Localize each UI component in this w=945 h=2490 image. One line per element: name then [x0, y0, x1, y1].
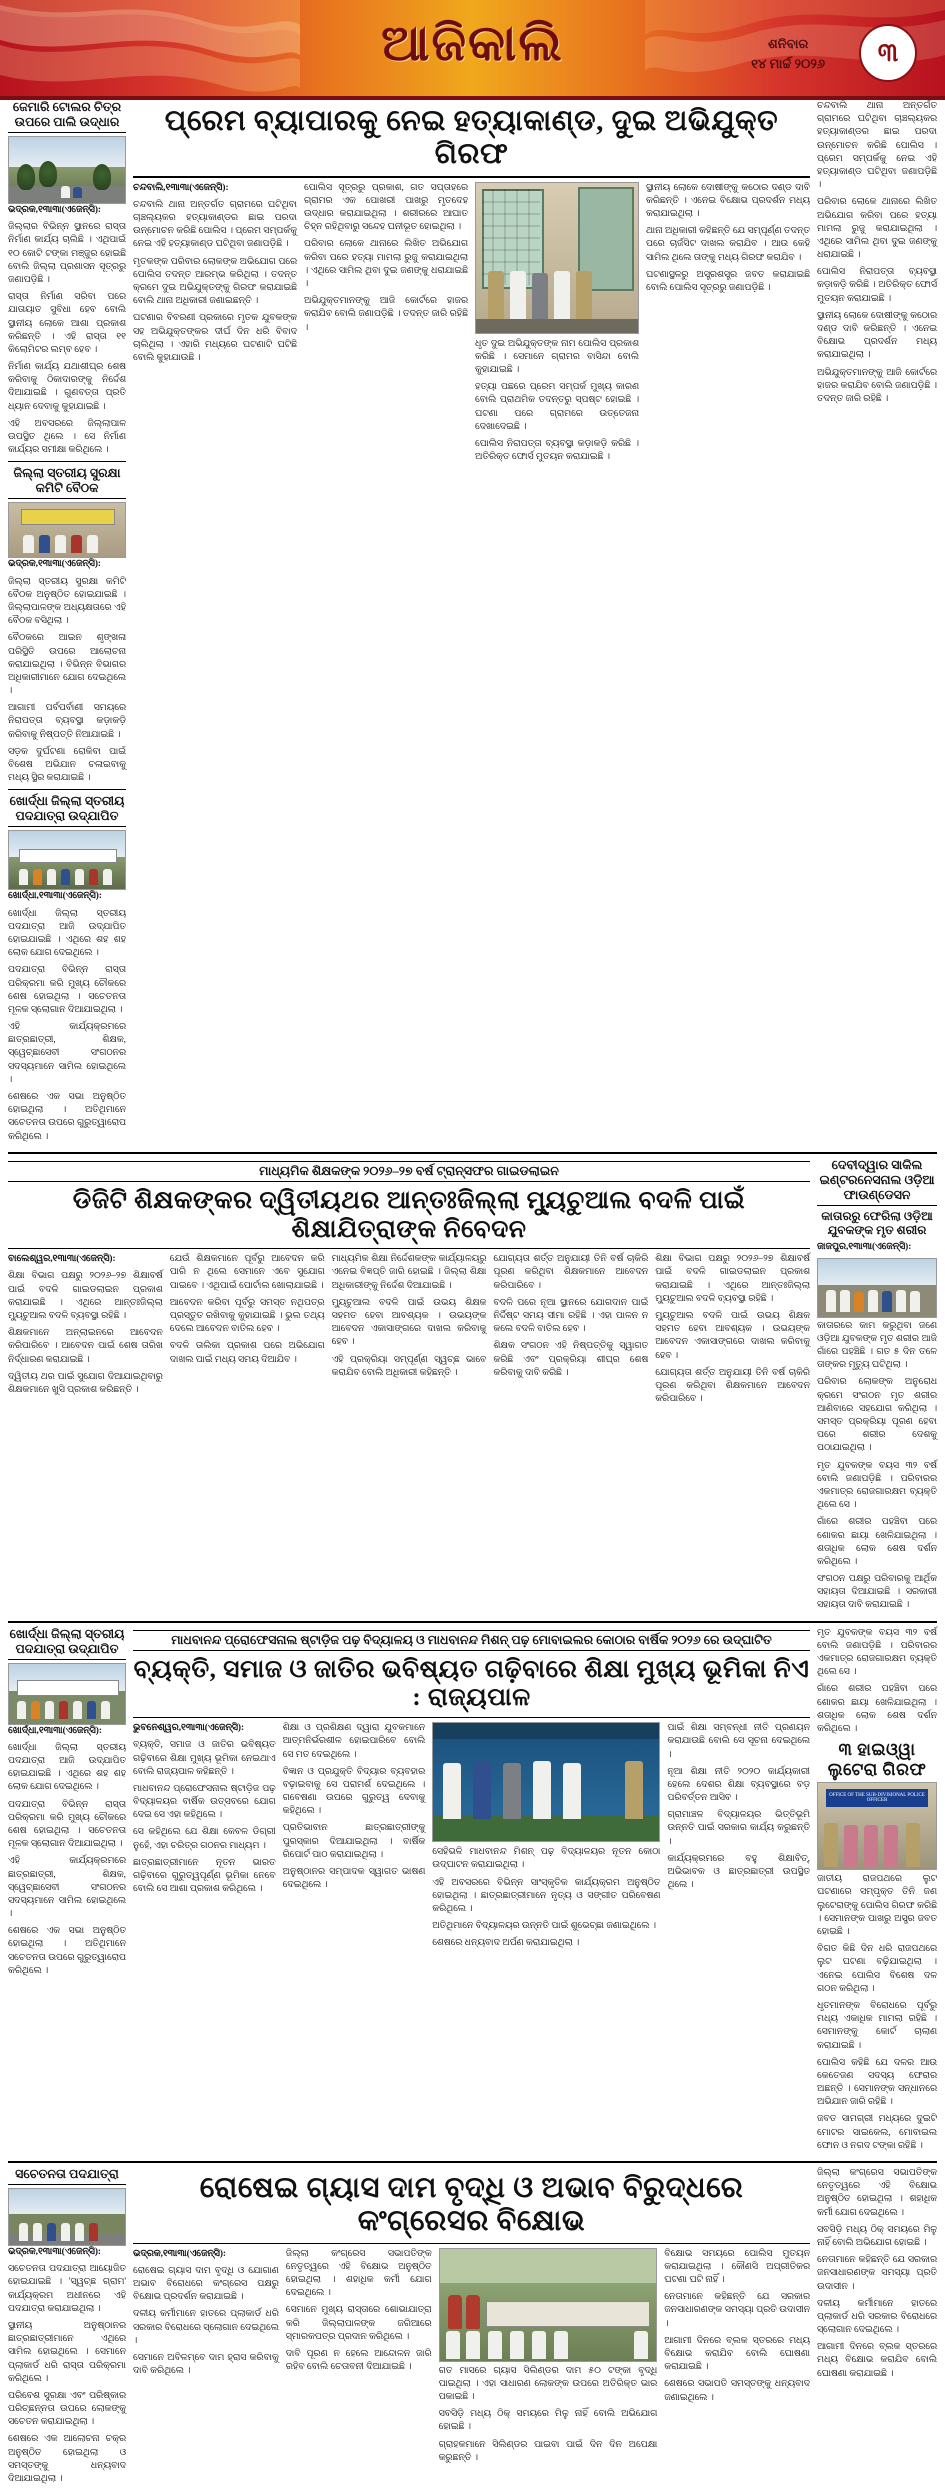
newspaper-title: ଆଜିକାଲି [381, 15, 564, 71]
masthead-day: ଶନିବାର [767, 36, 809, 51]
sidebar-heading-road: ଜେମାରି ଟୋଲର ଚିତ୍ର ଉପରେ ପାଲି ଉଦ୍ଧାର [8, 100, 126, 133]
page-body [0, 100, 945, 2490]
qatar-overflow: ମୃତ ଯୁବକଙ୍କ ବୟସ ୩୨ ବର୍ଷ ବୋଲି ଜଣାପଡ଼ିଛି । ପରିବାରର ଏକମାତ୍ର ରୋଜଗାରକ୍ଷମ ବ୍ୟକ୍ତି ଥିଲେ ସେ । ଗାଁରେ ଶରୀର ପହଞ୍ଚିବା ପରେ ଶୋକର ଛାୟା ଖେଳିଯାଇଥିଲା । ଶତାଧିକ ଲୋକ ଶେଷ ଦର୍ଶନ କରିଥିଲେ । [817, 1627, 937, 1734]
congress-col-1: ଭଦ୍ରକ,୧୩ା୩ା(ଏଜେନ୍ସି): ରୋଷେଇ ଗ୍ୟାସ ଦାମ ବୃଦ୍ଧି ଓ ଯୋଗାଣ ଅଭାବ ବିରୋଧରେ କଂଗ୍ରେସ ପକ୍ଷରୁ ବିକ୍ଷୋଭ ପ୍ରଦର୍ଶନ କରାଯାଇଛି । ଦଳୀୟ କର୍ମୀମାନେ ହାତରେ ପ୍ଲାକାର୍ଡ ଧରି ସରକାର ବିରୋଧରେ ସ୍ଲୋଗାନ ଦେଇଥିଲେ । ସେମାନେ ଅବିଳମ୍ବେ ଦାମ ହ୍ରାସ କରିବାକୁ ଦାବି କରିଥିଲେ । [133, 2248, 279, 2377]
lead-col-2: ପୋଲିସ ସୂତ୍ରରୁ ପ୍ରକାଶ, ଗତ ସପ୍ତାହରେ ଗ୍ରାମର ଏକ ପୋଖରୀ ପାଖରୁ ମୃତଦେହ ଉଦ୍ଧାର କରାଯାଇଥିଲା । ଶରୀରରେ ଆଘାତ ଚିହ୍ନ ରହିଥିବାରୁ ସନ୍ଦେହ ଘନୀଭୂତ ହୋଇଥିଲା । ପରିବାର ଲୋକେ ଥାନାରେ ଲିଖିତ ଅଭିଯୋଗ କରିବା ପରେ ହତ୍ୟା ମାମଲା ରୁଜୁ କରାଯାଇଥିଲା । ଏଥିରେ ସାମିଲ ଥିବା ଦୁଇ ଜଣଙ୍କୁ ଧରାଯାଇଛି । ଅଭିଯୁକ୍ତମାନଙ୍କୁ ଆଜି କୋର୍ଟରେ ହାଜର କରାଯିବ ବୋଲି ଜଣାପଡ଼ିଛି । ତଦନ୍ତ ଜାରି ରହିଛି । [304, 182, 468, 333]
governor-col-4: ପାଇଁ ଶିକ୍ଷା ସମ୍ବନ୍ଧୀ ନୀତି ପ୍ରଣୟନ କରାଯାଉଛି ବୋଲି ସେ ସୂଚନା ଦେଇଥିଲେ । ନୂଆ ଶିକ୍ଷା ନୀତି ୨୦୨୦ କାର୍ଯ୍ୟକାରୀ ହେଲେ ଦେଶର ଶିକ୍ଷା ବ୍ୟବସ୍ଥାରେ ବଡ଼ ପରିବର୍ତ୍ତନ ଆସିବ । ଗ୍ରାମାଞ୍ଚଳ ବିଦ୍ୟାଳୟର ଭିତ୍ତିଭୂମି ଉନ୍ନତି ପାଇଁ ସରକାର କାର୍ଯ୍ୟ କରୁଛନ୍ତି । କାର୍ଯ୍ୟକ୍ରମରେ ବହୁ ଶିକ୍ଷାବିତ୍, ଅଭିଭାବକ ଓ ଛାତ୍ରଛାତ୍ରୀ ଉପସ୍ଥିତ ଥିଲେ । [667, 1723, 810, 1891]
photo-khordha-rally [8, 1663, 126, 1725]
education-columns [8, 1253, 810, 1410]
photo-governor-event [432, 1722, 660, 1842]
lead-columns [133, 182, 810, 469]
congress-headline: ରୋଷେଇ ଗ୍ୟାସ ଦାମ ବୃଦ୍ଧି ଓ ଅଭାବ ବିରୁଦ୍ଧରେ କଂଗ୍ରେସର ବିକ୍ଷୋଭ [199, 2172, 744, 2238]
governor-block [8, 1627, 937, 2157]
left-story-khordha [8, 1627, 126, 2157]
sidebar-body-padayatra: ଖୋର୍ଦ୍ଧା,୧୩ା୩ା(ଏଜେନ୍ସି): ଖୋର୍ଦ୍ଧା ଜିଲ୍ଲା ସ୍ତରୀୟ ପଦଯାତ୍ରା ଆଜି ଉଦ୍‌ଯାପିତ ହୋଇଯାଇଛି । ଏଥିରେ ଶହ ଶହ ଲୋକ ଯୋଗ ଦେଇଥିଲେ । ପଦଯାତ୍ରା ବିଭିନ୍ନ ରାସ୍ତା ପରିକ୍ରମା କରି ମୁଖ୍ୟ ଚୌକରେ ଶେଷ ହୋଇଥିଲା । ସଚେତନତା ମୂଳକ ସ୍ଲୋଗାନ ଦିଆଯାଇଥିଲା । ଏହି କାର୍ଯ୍ୟକ୍ରମରେ ଛାତ୍ରଛାତ୍ରୀ, ଶିକ୍ଷକ, ସ୍ୱେଚ୍ଛାସେବୀ ସଂଗଠନର ସଦସ୍ୟମାନେ ସାମିଲ ହୋଇଥିଲେ । ଶେଷରେ ଏକ ସଭା ଅନୁଷ୍ଠିତ ହୋଇଥିଲା । ଅତିଥିମାନେ ସଚେତନତା ଉପରେ ଗୁରୁତ୍ୱାରୋପ କରିଥିଲେ । [8, 891, 126, 1142]
section-governor [133, 1627, 810, 2157]
education-col-2: ଯେଉଁ ଶିକ୍ଷକମାନେ ପୂର୍ବରୁ ଆବେଦନ କରି ପାରି ନ ଥିଲେ ସେମାନେ ଏବେ ସୁଯୋଗ ପାଇବେ । ଏଥିପାଇଁ ପୋର୍ଟାଲ ଖୋଲାଯାଇଛି । ଆବେଦନ କରିବା ପୂର୍ବରୁ ସମସ୍ତ ନଥିପତ୍ର ପ୍ରସ୍ତୁତ ରଖିବାକୁ କୁହାଯାଇଛି । ଭୁଲ ତଥ୍ୟ ଦେଲେ ଆବେଦନ ବାତିଲ ହେବ । ବଦଳି ତାଲିକା ପ୍ରକାଶ ପରେ ଅଭିଯୋଗ ଦାଖଲ ପାଇଁ ମଧ୍ୟ ସମୟ ଦିଆଯିବ । [169, 1254, 325, 1365]
police-office-sign: OFFICE OF THE SUB-DIVISIONAL POLICE OFFICER [826, 1789, 928, 1807]
lead-col-3: ଧୃତ ଦୁଇ ଅଭିଯୁକ୍ତଙ୍କ ନାମ ପୋଲିସ ପ୍ରକାଶ କରିଛି । ସେମାନେ ଗ୍ରାମର ବାସିନ୍ଦା ବୋଲି କୁହାଯାଇଛି । ହତ୍ୟା ପଛରେ ପ୍ରେମ ସମ୍ପର୍କ ମୁଖ୍ୟ କାରଣ ବୋଲି ପ୍ରାଥମିକ ତଦନ୍ତରୁ ସ୍ପଷ୍ଟ ହୋଇଛି । ଘଟଣା ପରେ ଗ୍ରାମରେ ଉତ୍ତେଜନା ଦେଖାଦେଇଛି । ପୋଲିସ ନିରାପତ୍ତା ବ୍ୟବସ୍ଥା କଡ଼ାକଡ଼ି କରିଛି । ଅତିରିକ୍ତ ଫୋର୍ସ ମୁତୟନ କରାଯାଇଛି । [475, 182, 639, 469]
photo-awareness-walk [8, 2188, 126, 2246]
photo-robbers-arrest [817, 1782, 937, 1870]
qatar-heading: ଦେବୀଦ୍ୱାର ସାକିଲ ଇଣ୍ଟରନେସନାଲ ଓଡ଼ିଆ ଫାଉଣ୍ଡେସନ [817, 1158, 937, 1206]
education-col-4: ଯୋଗ୍ୟତା ଶର୍ତ୍ତ ଅନୁଯାୟୀ ତିନି ବର୍ଷ ଚାକିରି ପୂରଣ କରିଥିବା ଶିକ୍ଷକମାନେ ଆବେଦନ କରିପାରିବେ । ବଦଳି ପରେ ନୂଆ ସ୍ଥାନରେ ଯୋଗଦାନ ପାଇଁ ନିର୍ଦ୍ଦିଷ୍ଟ ସମୟ ସୀମା ରହିଛି । ଏହା ପାଳନ ନ କଲେ ବଦଳି ବାତିଲ ହେବ । ଶିକ୍ଷକ ସଂଗଠନ ଏହି ନିଷ୍ପତ୍ତିକୁ ସ୍ୱାଗତ କରିଛି ଏବଂ ପ୍ରକ୍ରିୟା ଶୀଘ୍ର ଶେଷ କରିବାକୁ ଦାବି କରିଛି । [493, 1254, 649, 1378]
photo-road [8, 136, 126, 204]
photo-meeting [8, 502, 126, 558]
congress-col-photo: ଗତ ମାସରେ ଗ୍ୟାସ ସିଲିଣ୍ଡର ଦାମ ୫୦ ଟଙ୍କା ବୃଦ୍ଧି ପାଇଥିଲା । ଏହା ସାଧାରଣ ଲୋକଙ୍କ ଉପରେ ଅତିରିକ୍ତ ଭାର ପକାଇଛି । ସବସିଡ଼ି ମଧ୍ୟ ଠିକ୍ ସମୟରେ ମିଳୁ ନାହିଁ ବୋଲି ଅଭିଯୋଗ ହୋଇଛି । ଗ୍ରାହକମାନେ ସିଲିଣ୍ଡର ପାଇବା ପାଇଁ ଦିନ ଦିନ ଅପେକ୍ଷା କରୁଛନ୍ତି । [439, 2248, 658, 2469]
khordha-heading: ଖୋର୍ଦ୍ଧା ଜିଲ୍ଲା ସ୍ତରୀୟ ପଦଯାତ୍ରା ଉଦ୍‌ଯାପିତ [8, 1627, 126, 1660]
sidebar-body-road: ଭଦ୍ରକ,୧୩ା୩ା(ଏଜେନ୍ସି): ଜିଲ୍ଲାର ବିଭିନ୍ନ ସ୍ଥାନରେ ରାସ୍ତା ନିର୍ମାଣ କାର୍ଯ୍ୟ ଚାଲିଛି । ଏଥିପାଇଁ ୧୦ କୋଟି ଟଙ୍କା ମଞ୍ଜୁର ହୋଇଛି ବୋଲି ଜିଲ୍ଲା ପ୍ରଶାସନ ସୂତ୍ରରୁ ଜଣାପଡ଼ିଛି । ରାସ୍ତା ନିର୍ମାଣ ସରିବା ପରେ ଯାତାୟାତ ସୁବିଧା ହେବ ବୋଲି ସ୍ଥାନୀୟ ଲୋକେ ଆଶା ପ୍ରକାଶ କରିଛନ୍ତି । ଏହି ରାସ୍ତା ୧୧ କିଲୋମିଟର ଲମ୍ବ ହେବ । ନିର୍ମାଣ କାର୍ଯ୍ୟ ଯଥାଶୀଘ୍ର ଶେଷ କରିବାକୁ ଠିକାଦାରଙ୍କୁ ନିର୍ଦ୍ଦେଶ ଦିଆଯାଇଛି । ଗୁଣବତ୍ତା ପ୍ରତି ଧ୍ୟାନ ଦେବାକୁ କୁହାଯାଇଛି । ଏହି ଅବସରରେ ଜିଲ୍ଲାପାଳ ଉପସ୍ଥିତ ଥିଲେ । ସେ ନିର୍ମାଣ କାର୍ଯ୍ୟର ସମୀକ୍ଷା କରିଥିଲେ । [8, 205, 126, 456]
sidebar-story-road [8, 100, 126, 457]
robbers-body: ଜାତୀୟ ରାଜପଥରେ ଲୁଟ ଘଟଣାରେ ସମ୍ପୃକ୍ତ ତିନି ଜଣ ଲୁଟେରାଙ୍କୁ ପୋଲିସ ଗିରଫ କରିଛି । ସେମାନଙ୍କ ପାଖରୁ ଅସ୍ତ୍ର ଜବତ ହୋଇଛି । ବିଗତ କିଛି ଦିନ ଧରି ରାଜପଥରେ ଲୁଟ ଘଟଣା ବଢ଼ିଯାଇଥିଲା । ଏନେଇ ପୋଲିସ ବିଶେଷ ଦଳ ଗଠନ କରିଥିଲା । ଧୃତମାନଙ୍କ ବିରୋଧରେ ପୂର୍ବରୁ ମଧ୍ୟ ଏକାଧିକ ମାମଲା ରହିଛି । ସେମାନଙ୍କୁ କୋର୍ଟ ଚାଲାଣ କରାଯାଇଛି । ପୋଲିସ କହିଛି ଯେ ଦଳର ଆଉ କେତେଜଣ ସଦସ୍ୟ ଫେରାର ଅଛନ୍ତି । ସେମାନଙ୍କ ସନ୍ଧାନରେ ଅଭିଯାନ ଜାରି ରହିଛି । ଜବତ ସାମଗ୍ରୀ ମଧ୍ୟରେ ଦୁଇଟି ମୋଟର ସାଇକେଲ, ମୋବାଇଲ ଫୋନ ଓ ନଗଦ ଟଙ୍କା ରହିଛି । [817, 1874, 937, 2151]
governor-columns [133, 1722, 810, 1954]
governor-col-1: ଭୁବନେଶ୍ୱର,୧୩ା୩ା(ଏଜେନ୍ସି): ବ୍ୟକ୍ତି, ସମାଜ ଓ ଜାତିର ଭବିଷ୍ୟତ ଗଢ଼ିବାରେ ଶିକ୍ଷା ମୁଖ୍ୟ ଭୂମିକା ନେଇଥାଏ ବୋଲି ରାଜ୍ୟପାଳ କହିଛନ୍ତି । ମାଧବାନନ୍ଦ ପ୍ରୋଫେସନାଲ ଷ୍ଟାଡ଼ିଜ ପଢ଼ ବିଦ୍ୟାଳୟର ବାର୍ଷିକ ଉତ୍ସବରେ ଯୋଗ ଦେଇ ସେ ଏହା କହିଥିଲେ । ସେ କହିଥିଲେ ଯେ ଶିକ୍ଷା କେବଳ ଡିଗ୍ରୀ ନୁହେଁ, ଏହା ଚରିତ୍ର ଗଠନର ମାଧ୍ୟମ । ଛାତ୍ରଛାତ୍ରୀମାନେ ନୂତନ ଭାରତ ଗଢ଼ିବାରେ ଗୁରୁତ୍ୱପୂର୍ଣ୍ଣ ଭୂମିକା ନେବେ ବୋଲି ସେ ଆଶା ପ୍ରକାଶ କରିଥିଲେ । [133, 1723, 276, 1895]
page-number-badge: ୩ [859, 24, 917, 82]
sidebar-story-padayatra [8, 794, 126, 1143]
photo-padayatra [8, 830, 126, 890]
awareness-heading: ସଚେତନତା ପଦଯାତ୍ରା [8, 2167, 126, 2185]
governor-col-photo: ସେହିଭଳି ମାଧବାନନ୍ଦ ମିଶନ୍ ପଢ଼ ବିଦ୍ୟାଳୟର ନୂତନ କୋଠା ଉଦ୍‌ଘାଟନ କରାଯାଇଥିଲା । ଏହି ଅବସରରେ ବିଭିନ୍ନ ସାଂସ୍କୃତିକ କାର୍ଯ୍ୟକ୍ରମ ଅନୁଷ୍ଠିତ ହୋଇଥିଲା । ଛାତ୍ରଛାତ୍ରୀମାନେ ନୃତ୍ୟ ଓ ସଙ୍ଗୀତ ପରିବେଷଣ କରିଥିଲେ । ଅତିଥିମାନେ ବିଦ୍ୟାଳୟର ଉନ୍ନତି ପାଇଁ ଶୁଭେଚ୍ଛା ଜଣାଇଥିଲେ । ଶେଷରେ ଧନ୍ୟବାଦ ଅର୍ପଣ କରାଯାଇଥିଲା । [432, 1722, 660, 1954]
lead-story [133, 100, 810, 1148]
congress-col-2: ଜିଲ୍ଲା କଂଗ୍ରେସ ସଭାପତିଙ୍କ ନେତୃତ୍ୱରେ ଏହି ବିକ୍ଷୋଭ ଅନୁଷ୍ଠିତ ହୋଇଥିଲା । ଶହାଧିକ କର୍ମୀ ଯୋଗ ଦେଇଥିଲେ । ସେମାନେ ମୁଖ୍ୟ ରାସ୍ତାରେ ଶୋଭାଯାତ୍ରା କରି ଜିଲ୍ଲାପାଳଙ୍କ ଜରିଆରେ ସ୍ମାରକପତ୍ର ପ୍ରଦାନ କରିଥିଲେ । ଦାବି ପୂରଣ ନ ହେଲେ ଆନ୍ଦୋଳନ ଜାରି ରହିବ ବୋଲି ଚେତାବନୀ ଦିଆଯାଇଛି । [285, 2248, 432, 2373]
masthead [0, 0, 945, 100]
left-story-awareness [8, 2167, 126, 2490]
governor-col-2: ଶିକ୍ଷା ଓ ପ୍ରଶିକ୍ଷଣ ଦ୍ୱାରା ଯୁବକମାନେ ଆତ୍ମନିର୍ଭରଶୀଳ ହୋଇପାରିବେ ବୋଲି ସେ ମତ ଦେଇଥିଲେ । ବିଜ୍ଞାନ ଓ ପ୍ରଯୁକ୍ତି ବିଦ୍ୟାର ବ୍ୟବହାର ବଢ଼ାଇବାକୁ ସେ ପରାମର୍ଶ ଦେଇଥିଲେ । ଗବେଷଣା ଉପରେ ଗୁରୁତ୍ୱ ଦେବାକୁ କହିଥିଲେ । ପ୍ରତିଭାବାନ ଛାତ୍ରଛାତ୍ରୀଙ୍କୁ ପୁରସ୍କାର ଦିଆଯାଇଥିଲା । ବାର୍ଷିକ ରିପୋର୍ଟ ପାଠ କରାଯାଇଥିଲା । ଅନୁଷ୍ଠାନର ସମ୍ପାଦକ ସ୍ୱାଗତ ଭାଷଣ ଦେଇଥିଲେ । [282, 1723, 426, 1891]
robbers-headline: ୩ ହାଇଓ୍ୱା ଲୁଟେରା ଗିରଫ [827, 1740, 927, 1779]
mid-block [8, 1158, 937, 1617]
sidebar-story-meeting [8, 466, 126, 785]
governor-kicker: ମାଧବାନନ୍ଦ ପ୍ରୋଫେସନାଲ ଷ୍ଟାଡ଼ିଜ ପଢ଼ ବିଦ୍ୟାଳୟ ଓ ମାଧବାନନ୍ଦ ମିଶନ୍ ପଢ଼ ମୋବାଇଲର କୋଠାର ବାର୍ଷିକ ୨୦୨୬ ରେ ଉଦ୍‌ଘାଟିତ [133, 1630, 810, 1651]
right-col-congress-overflow: ଜିଲ୍ଲା କଂଗ୍ରେସ ସଭାପତିଙ୍କ ନେତୃତ୍ୱରେ ଏହି ବିକ୍ଷୋଭ ଅନୁଷ୍ଠିତ ହୋଇଥିଲା । ଶହାଧିକ କର୍ମୀ ଯୋଗ ଦେଇଥିଲେ । ସବସିଡ଼ି ମଧ୍ୟ ଠିକ୍ ସମୟରେ ମିଳୁ ନାହିଁ ବୋଲି ଅଭିଯୋଗ ହୋଇଛି । ନେତାମାନେ କହିଛନ୍ତି ଯେ ସରକାର ଜନସାଧାରଣଙ୍କ ସମସ୍ୟା ପ୍ରତି ଉଦାସୀନ । ଦଳୀୟ କର୍ମୀମାନେ ହାତରେ ପ୍ଲାକାର୍ଡ ଧରି ସରକାର ବିରୋଧରେ ସ୍ଲୋଗାନ ଦେଇଥିଲେ । ଆଗାମୀ ଦିନରେ ବ୍ଲକ ସ୍ତରରେ ମଧ୍ୟ ବିକ୍ଷୋଭ କରାଯିବ ବୋଲି ଘୋଷଣା କରାଯାଇଛି । [817, 2168, 937, 2379]
qatar-body-top: ଜାଜପୁର,୧୩ା୩ା(ଏଜେନ୍ସି): [817, 1241, 912, 1252]
governor-headline: ବ୍ୟକ୍ତି, ସମାଜ ଓ ଜାତିର ଭବିଷ୍ୟତ ଗଢ଼ିବାରେ ଶିକ୍ଷା ମୁଖ୍ୟ ଭୂମିକା ନିଏ : ରାଜ୍ୟପାଳ [133, 1655, 810, 1712]
education-col-3: ମାଧ୍ୟମିକ ଶିକ୍ଷା ନିର୍ଦ୍ଦେଶକଙ୍କ କାର୍ଯ୍ୟାଳୟରୁ ଏନେଇ ବିଜ୍ଞପ୍ତି ଜାରି ହୋଇଛି । ଜିଲ୍ଲା ଶିକ୍ଷା ଅଧିକାରୀଙ୍କୁ ନିର୍ଦ୍ଦେଶ ଦିଆଯାଇଛି । ମ୍ୟୁଚୁଆଲ ବଦଳି ପାଇଁ ଉଭୟ ଶିକ୍ଷକ ସହମତ ହେବା ଆବଶ୍ୟକ । ଉଭୟଙ୍କ ଆବେଦନ ଏକାସାଙ୍ଗରେ ଦାଖଲ କରିବାକୁ ହେବ । ଏହି ପ୍ରକ୍ରିୟା ସମ୍ପୂର୍ଣ୍ଣ ସ୍ୱଚ୍ଛ ଭାବେ କରାଯିବ ବୋଲି ଅଧିକାରୀ କହିଛନ୍ତି । [331, 1254, 487, 1378]
photo-lead-arrest [475, 182, 639, 334]
lead-col-4: ସ୍ଥାନୀୟ ଲୋକେ ଦୋଷୀଙ୍କୁ କଠୋର ଦଣ୍ଡ ଦାବି କରିଛନ୍ତି । ଏନେଇ ବିକ୍ଷୋଭ ପ୍ରଦର୍ଶନ ମଧ୍ୟ କରାଯାଇଥିଲା । ଥାନା ଅଧିକାରୀ କହିଛନ୍ତି ଯେ ସମ୍ପୂର୍ଣ୍ଣ ତଦନ୍ତ ପରେ ଚାର୍ଜସିଟ ଦାଖଲ କରାଯିବ । ଆଉ କେହି ସାମିଲ ଥିଲେ ତାଙ୍କୁ ମଧ୍ୟ ଗିରଫ କରାଯିବ । ଘଟଣାସ୍ଥଳରୁ ଅସ୍ତ୍ରଶସ୍ତ୍ର ଜବତ କରାଯାଇଛି ବୋଲି ପୋଲିସ ସୂତ୍ରରୁ ଜଣାପଡ଼ିଛି । [646, 182, 810, 293]
photo-qatar-body [817, 1258, 937, 1318]
left-sidebar [8, 100, 126, 1148]
lead-col-1: ଚନ୍ଦବାଲି,୧୩ା୩ା(ଏଜେନ୍ସି): ଚନ୍ଦବାଲି ଥାନା ଅନ୍ତର୍ଗତ ଗ୍ରାମରେ ଘଟିଥିବା ଚାଞ୍ଚଲ୍ୟକର ହତ୍ୟାକାଣ୍ଡର ଛାଇ ପରଦା ଉନ୍ମୋଚନ କରିଛି ପୋଲିସ । ପ୍ରେମ ସମ୍ପର୍କକୁ ନେଇ ଏହି ହତ୍ୟାକାଣ୍ଡ ଘଟିଥିବା ଜଣାପଡ଼ିଛି । ମୃତକଙ୍କ ପରିବାର ଲୋକଙ୍କ ଅଭିଯୋଗ ପରେ ପୋଲିସ ତଦନ୍ତ ଆରମ୍ଭ କରିଥିଲା । ତଦନ୍ତ କ୍ରମେ ଦୁଇ ଅଭିଯୁକ୍ତଙ୍କୁ ଗିରଫ କରାଯାଇଛି ବୋଲି ଥାନା ଅଧିକାରୀ ଜଣାଇଛନ୍ତି । ଘଟଣାର ବିବରଣୀ ପ୍ରକାରେ ମୃତକ ଯୁବକଙ୍କ ସହ ଅଭିଯୁକ୍ତଙ୍କର ଦୀର୍ଘ ଦିନ ଧରି ବିବାଦ ଚାଲିଥିଲା । ଏହାରି ମଧ୍ୟରେ ଘଟଣାଟି ଘଟିଛି ବୋଲି କୁହାଯାଉଛି । [133, 182, 297, 363]
khordha-body: ଖୋର୍ଦ୍ଧା,୧୩ା୩ା(ଏଜେନ୍ସି): ଖୋର୍ଦ୍ଧା ଜିଲ୍ଲା ସ୍ତରୀୟ ପଦଯାତ୍ରା ଆଜି ଉଦ୍‌ଯାପିତ ହୋଇଯାଇଛି । ଏଥିରେ ଶହ ଶହ ଲୋକ ଯୋଗ ଦେଇଥିଲେ । ପଦଯାତ୍ରା ବିଭିନ୍ନ ରାସ୍ତା ପରିକ୍ରମା କରି ମୁଖ୍ୟ ଚୌକରେ ଶେଷ ହୋଇଥିଲା । ସଚେତନତା ମୂଳକ ସ୍ଲୋଗାନ ଦିଆଯାଇଥିଲା । ଏହି କାର୍ଯ୍ୟକ୍ରମରେ ଛାତ୍ରଛାତ୍ରୀ, ଶିକ୍ଷକ, ସ୍ୱେଚ୍ଛାସେବୀ ସଂଗଠନର ସଦସ୍ୟମାନେ ସାମିଲ ହୋଇଥିଲେ । ଶେଷରେ ଏକ ସଭା ଅନୁଷ୍ଠିତ ହୋଇଥିଲା । ଅତିଥିମାନେ ସଚେତନତା ଉପରେ ଗୁରୁତ୍ୱାରୋପ କରିଥିଲେ । [8, 1725, 126, 1976]
education-col-5: ଶିକ୍ଷା ବିଭାଗ ପକ୍ଷରୁ ୨୦୨୬–୨୭ ଶିକ୍ଷାବର୍ଷ ପାଇଁ ବଦଳି ଗାଇଡଲାଇନ ପ୍ରକାଶ କରାଯାଇଛି । ଏଥିରେ ଆନ୍ତଃଜିଲ୍ଲା ମ୍ୟୁଚୁଆଲ ବଦଳି ବ୍ୟବସ୍ଥା ରହିଛି । ମ୍ୟୁଚୁଆଲ ବଦଳି ପାଇଁ ଉଭୟ ଶିକ୍ଷକ ସହମତ ହେବା ଆବଶ୍ୟକ । ଉଭୟଙ୍କ ଆବେଦନ ଏକାସାଙ୍ଗରେ ଦାଖଲ କରିବାକୁ ହେବ । ଯୋଗ୍ୟତା ଶର୍ତ୍ତ ଅନୁଯାୟୀ ତିନି ବର୍ଷ ଚାକିରି ପୂରଣ କରିଥିବା ଶିକ୍ଷକମାନେ ଆବେଦନ କରିପାରିବେ । [655, 1254, 810, 1405]
right-story-robbers [817, 1627, 937, 2157]
lead-headline: ପ୍ରେମ ବ୍ୟାପାରକୁ ନେଇ ହତ୍ୟାକାଣ୍ଡ, ଦୁଇ ଅଭିଯୁକ୍ତ ଗିରଫ [164, 105, 779, 171]
masthead-date-text: ୧୪ ମାର୍ଚ୍ଚ ୨୦୨୬ [751, 55, 825, 71]
qatar-body: କାତାରରେ କାମ କରୁଥିବା ଜଣେ ଓଡ଼ିଆ ଯୁବକଙ୍କ ମୃତ ଶରୀର ଆଜି ଗାଁରେ ପହଞ୍ଚିଛି । ଗତ ୫ ଦିନ ତଳେ ତାଙ୍କର ମୃତ୍ୟୁ ଘଟିଥିଲା । ପରିବାର ଲୋକଙ୍କ ଅନୁରୋଧ କ୍ରମେ ସଂଗଠନ ମୃତ ଶରୀର ଆଣିବାରେ ସହଯୋଗ କରିଥିଲା । ସମସ୍ତ ପ୍ରକ୍ରିୟା ପୂରଣ ହେବା ପରେ ଶରୀର ଦେଶକୁ ପଠାଯାଇଥିଲା । ମୃତ ଯୁବକଙ୍କ ବୟସ ୩୨ ବର୍ଷ ବୋଲି ଜଣାପଡ଼ିଛି । ପରିବାରର ଏକମାତ୍ର ରୋଜଗାରକ୍ଷମ ବ୍ୟକ୍ତି ଥିଲେ ସେ । ଗାଁରେ ଶରୀର ପହଞ୍ଚିବା ପରେ ଶୋକର ଛାୟା ଖେଳିଯାଇଥିଲା । ଶତାଧିକ ଲୋକ ଶେଷ ଦର୍ଶନ କରିଥିଲେ । ସଂଗଠନ ପକ୍ଷରୁ ପରିବାରକୁ ଆର୍ଥିକ ସହାୟତା ଦିଆଯାଇଛି । ସରକାରୀ ସହାୟତା ଦାବି କରାଯାଇଛି । [817, 1320, 937, 1611]
photo-congress-protest [439, 2248, 658, 2362]
education-kicker: ମାଧ୍ୟମିକ ଶିକ୍ଷକଙ୍କ ୨୦୨୬–୨୭ ବର୍ଷ ଟ୍ରାନ୍ସଫର ଗାଇଡଲାଇନ [8, 1161, 810, 1182]
sidebar-heading-meeting: ଜିଲ୍ଲା ସ୍ତରୀୟ ସୁରକ୍ଷା କମିଟି ବୈଠକ [8, 466, 126, 499]
awareness-body: ଭଦ୍ରକ,୧୩ା୩ା(ଏଜେନ୍ସି): ସଚେତନତା ପଦଯାତ୍ରା ଆୟୋଜିତ ହୋଇଯାଇଛି । 'ସ୍ୱଚ୍ଛ ଗ୍ରାମ' କାର୍ଯ୍ୟକ୍ରମ ଅଧୀନରେ ଏହି ପଦଯାତ୍ରା କରାଯାଇଥିଲା । ସ୍ଥାନୀୟ ଅନୁଷ୍ଠାନର ଛାତ୍ରଛାତ୍ରୀମାନେ ଏଥିରେ ସାମିଲ ହୋଇଥିଲେ । ସେମାନେ ପ୍ଲାକାର୍ଡ ଧରି ରାସ୍ତା ପରିକ୍ରମା କରିଥିଲେ । ପରିବେଶ ସୁରକ୍ଷା ଏବଂ ପରିଷ୍କାର ପରିଚ୍ଛନ୍ନତା ଉପରେ ଲୋକଙ୍କୁ ସଚେତନ କରାଯାଇଥିଲା । ଶେଷରେ ଏକ ଆଲୋଚନା ଚକ୍ର ଅନୁଷ୍ଠିତ ହୋଇଥିଲା ଓ ସମସ୍ତଙ୍କୁ ଧନ୍ୟବାଦ ଦିଆଯାଇଥିଲା । [8, 2247, 126, 2484]
education-headline: ଡିଜିଟି ଶିକ୍ଷକଙ୍କର ଦ୍ୱିତୀୟଥର ଆନ୍ତଃଜିଲ୍ଲା ମ୍ୟୁଚୁଆଲ ବଦଳି ପାଇଁ ଶିକ୍ଷାଯିତ୍ରାଙ୍କ ନିବେଦନ [72, 1186, 746, 1243]
sidebar-heading-padayatra: ଖୋର୍ଦ୍ଧା ଜିଲ୍ଲା ସ୍ତରୀୟ ପଦଯାତ୍ରା ଉଦ୍‌ଯାପିତ [8, 794, 126, 827]
sidebar-body-meeting: ଭଦ୍ରକ,୧୩ା୩ା(ଏଜେନ୍ସି): ଜିଲ୍ଲା ସ୍ତରୀୟ ସୁରକ୍ଷା କମିଟି ବୈଠକ ଅନୁଷ୍ଠିତ ହୋଇଯାଇଛି । ଜିଲ୍ଲାପାଳଙ୍କ ଅଧ୍ୟକ୍ଷତାରେ ଏହି ବୈଠକ ବସିଥିଲା । ବୈଠକରେ ଆଇନ ଶୃଙ୍ଖଳା ପରିସ୍ଥିତି ଉପରେ ଆଲୋଚନା କରାଯାଇଥିଲା । ବିଭିନ୍ନ ବିଭାଗର ଅଧିକାରୀମାନେ ଯୋଗ ଦେଇଥିଲେ । ଆଗାମୀ ପର୍ବପର୍ବାଣୀ ସମୟରେ ନିରାପତ୍ତା ବ୍ୟବସ୍ଥା କଡ଼ାକଡ଼ି କରିବାକୁ ନିଷ୍ପତ୍ତି ନିଆଯାଇଛି । ସଡ଼କ ଦୁର୍ଘଟଣା ରୋକିବା ପାଇଁ ବିଶେଷ ଅଭିଯାନ ଚଳାଇବାକୁ ମଧ୍ୟ ସ୍ଥିର କରାଯାଇଛି । [8, 559, 126, 784]
bottom-block [8, 2167, 937, 2490]
qatar-subheading: କାତାରରୁ ଫେରିଲା ଓଡ଼ିଆ ଯୁବକଙ୍କ ମୃତ ଶରୀର [821, 1208, 933, 1238]
masthead-date [751, 34, 825, 73]
right-sidebar [817, 100, 937, 1148]
right-col-lead-overflow: ଚନ୍ଦବାଲି ଥାନା ଅନ୍ତର୍ଗତ ଗ୍ରାମରେ ଘଟିଥିବା ଚାଞ୍ଚଲ୍ୟକର ହତ୍ୟାକାଣ୍ଡର ଛାଇ ପରଦା ଉନ୍ମୋଚନ କରିଛି ପୋଲିସ । ପ୍ରେମ ସମ୍ପର୍କକୁ ନେଇ ଏହି ହତ୍ୟାକାଣ୍ଡ ଘଟିଥିବା ଜଣାପଡ଼ିଛି । ପରିବାର ଲୋକେ ଥାନାରେ ଲିଖିତ ଅଭିଯୋଗ କରିବା ପରେ ହତ୍ୟା ମାମଲା ରୁଜୁ କରାଯାଇଥିଲା । ଏଥିରେ ସାମିଲ ଥିବା ଦୁଇ ଜଣଙ୍କୁ ଧରାଯାଇଛି । ପୋଲିସ ନିରାପତ୍ତା ବ୍ୟବସ୍ଥା କଡ଼ାକଡ଼ି କରିଛି । ଅତିରିକ୍ତ ଫୋର୍ସ ମୁତୟନ କରାଯାଇଛି । ସ୍ଥାନୀୟ ଲୋକେ ଦୋଷୀଙ୍କୁ କଠୋର ଦଣ୍ଡ ଦାବି କରିଛନ୍ତି । ଏନେଇ ବିକ୍ଷୋଭ ପ୍ରଦର୍ଶନ ମଧ୍ୟ କରାଯାଇଥିଲା । ଅଭିଯୁକ୍ତମାନଙ୍କୁ ଆଜି କୋର୍ଟରେ ହାଜର କରାଯିବ ବୋଲି ଜଣାପଡ଼ିଛି । ତଦନ୍ତ ଜାରି ରହିଛି । [817, 101, 937, 404]
congress-col-4: ବିକ୍ଷୋଭ ସମୟରେ ପୋଲିସ ମୁତୟନ କରାଯାଇଥିଲା । କୌଣସି ଅପ୍ରୀତିକର ଘଟଣା ଘଟି ନାହିଁ । ନେତାମାନେ କହିଛନ୍ତି ଯେ ସରକାର ଜନସାଧାରଣଙ୍କ ସମସ୍ୟା ପ୍ରତି ଉଦାସୀନ । ଆଗାମୀ ଦିନରେ ବ୍ଲକ ସ୍ତରରେ ମଧ୍ୟ ବିକ୍ଷୋଭ କରାଯିବ ବୋଲି ଘୋଷଣା କରାଯାଇଛି । ଶେଷରେ ସଭାପତି ସମସ୍ତଙ୍କୁ ଧନ୍ୟବାଦ ଜଣାଇଥିଲେ । [664, 2248, 811, 2403]
masthead-wave-left [0, 0, 300, 100]
section-education [8, 1158, 810, 1617]
right-story-qatar [817, 1158, 937, 1617]
section-congress [133, 2167, 810, 2490]
top-block [8, 100, 937, 1148]
congress-columns [133, 2248, 810, 2469]
education-col-1: ବାଲେଶ୍ୱର,୧୩ା୩ା(ଏଜେନ୍ସି): ଶିକ୍ଷା ବିଭାଗ ପକ୍ଷରୁ ୨୦୨୬–୨୭ ଶିକ୍ଷାବର୍ଷ ପାଇଁ ବଦଳି ଗାଇଡଲାଇନ ପ୍ରକାଶ କରାଯାଇଛି । ଏଥିରେ ଆନ୍ତଃଜିଲ୍ଲା ମ୍ୟୁଚୁଆଲ ବଦଳି ବ୍ୟବସ୍ଥା ରହିଛି । ଶିକ୍ଷକମାନେ ଅନ୍‌ଲାଇନରେ ଆବେଦନ କରିପାରିବେ । ଆବେଦନ ପାଇଁ ଶେଷ ତାରିଖ ନିର୍ଦ୍ଧାରଣ କରାଯାଇଛି । ଦ୍ୱିତୀୟ ଥର ପାଇଁ ସୁଯୋଗ ଦିଆଯାଇଥିବାରୁ ଶିକ୍ଷକମାନେ ଖୁସି ପ୍ରକାଶ କରିଛନ୍ତି । [8, 1254, 163, 1395]
